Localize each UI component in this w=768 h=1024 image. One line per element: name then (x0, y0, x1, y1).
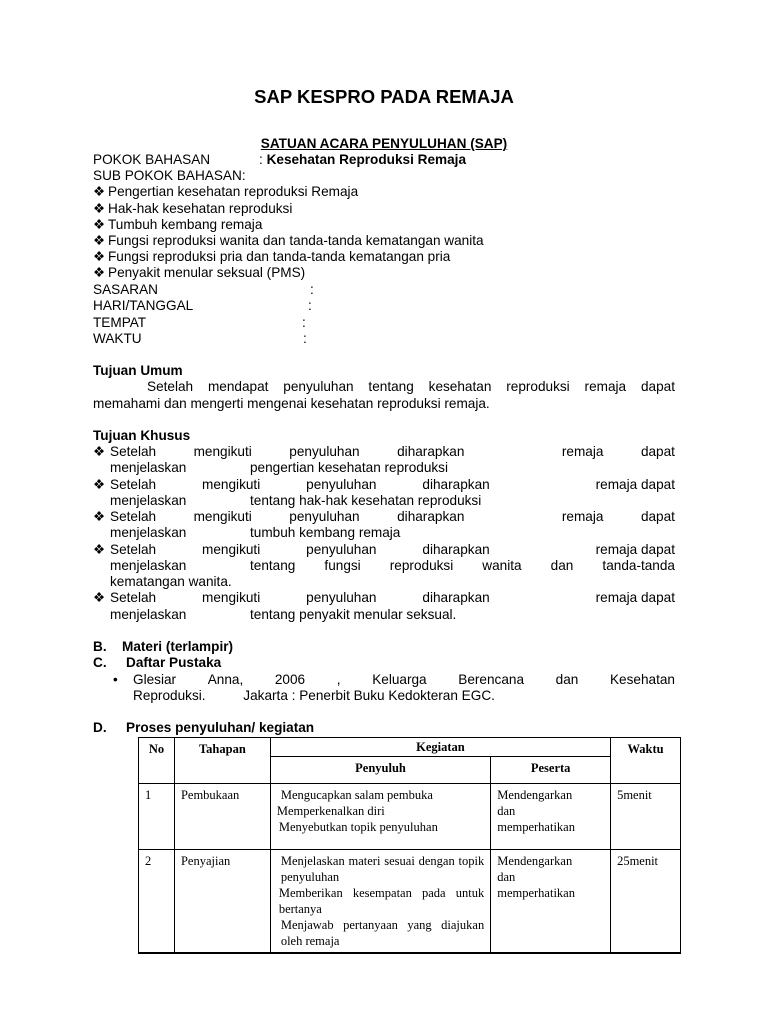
sub-pokok-item: ❖ Penyakit menular seksual (PMS) (93, 265, 306, 280)
header-penyuluh: Penyuluh (270, 757, 490, 784)
tujuan-umum-line1: Setelah mendapat penyuluhan tentang kesehatan reproduksi remaja dapat (147, 379, 675, 394)
diamond-bullet-icon: ❖ (93, 444, 106, 459)
tujuan-khusus-item-4: Setelah mengikuti penyuluhan diharapkan remaja dapat (110, 542, 675, 557)
sub-pokok-label: SUB POKOK BAHASAN: (93, 168, 246, 183)
diamond-bullet-icon: ❖ (93, 477, 106, 492)
kegiatan-table (138, 737, 681, 954)
tujuan-khusus-item-4-cont: kematangan wanita. (110, 574, 232, 589)
document-title: SAP KESPRO PADA REMAJA (254, 86, 514, 107)
menjelaskan-word: menjelaskan (110, 607, 187, 622)
materi-heading: Materi (terlampir) (122, 639, 234, 654)
tujuan-khusus-item-2: Setelah mengikuti penyuluhan diharapkan remaja dapat (110, 477, 675, 492)
field-colon: : (308, 298, 312, 313)
diamond-bullet-icon: ❖ (93, 217, 106, 232)
menjelaskan-word: menjelaskan (110, 558, 187, 573)
cell-waktu: 25menit (611, 850, 681, 954)
table-row (139, 784, 681, 850)
header-no: No (139, 738, 175, 784)
diamond-bullet-icon: ❖ (93, 233, 106, 248)
proses-letter: D. (93, 720, 107, 735)
table-row (139, 850, 681, 954)
cell-waktu: 5menit (611, 784, 681, 850)
tujuan-khusus-item-5: Setelah mengikuti penyuluhan diharapkan remaja dapat (110, 590, 675, 605)
diamond-bullet-icon: ❖ (93, 249, 106, 264)
pustaka-letter: C. (93, 655, 107, 670)
sap-heading: SATUAN ACARA PENYULUHAN (SAP) (260, 136, 508, 151)
diamond-bullet-icon: ❖ (93, 201, 106, 216)
tujuan-khusus-item-5-text: tentang penyakit menular seksual. (250, 607, 457, 622)
sub-pokok-item: ❖ Tumbuh kembang remaja (93, 217, 263, 232)
diamond-bullet-icon: ❖ (93, 590, 106, 605)
tujuan-umum-line2: memahami dan mengerti mengenai kesehatan reproduksi remaja. (93, 396, 490, 411)
cell-penyuluh: Mengucapkan salam pembuka Memperkenalkan diri Menyebutkan topik penyuluhan (270, 784, 490, 850)
tujuan-khusus-item-2-text: tentang hak-hak kesehatan reproduksi (250, 493, 482, 508)
sub-pokok-item: ❖ Pengertian kesehatan reproduksi Remaja (93, 184, 359, 199)
pokok-bahasan-text: Kesehatan Reproduksi Remaja (266, 152, 467, 167)
field-tempat: TEMPAT (93, 315, 147, 330)
header-tahapan: Tahapan (174, 738, 270, 784)
menjelaskan-word: menjelaskan (110, 460, 187, 475)
reference-line-1: Glesiar Anna, 2006 , Keluarga Berencana dan Kesehatan (133, 672, 675, 687)
pustaka-heading: Daftar Pustaka (126, 655, 222, 670)
table-header-row (139, 738, 681, 757)
pokok-bahasan-value: : Kesehatan Reproduksi Remaja (259, 152, 467, 167)
cell-no: 1 (139, 784, 175, 850)
field-sasaran: SASARAN (93, 282, 158, 297)
tujuan-khusus-item-4-text: tentang fungsi reproduksi wanita dan tanda-tanda (250, 558, 675, 573)
materi-letter: B. (93, 639, 107, 654)
sub-pokok-item: ❖ Fungsi reproduksi pria dan tanda-tanda kematangan pria (93, 249, 451, 264)
header-kegiatan: Kegiatan (270, 738, 610, 757)
pokok-bahasan-label: POKOK BAHASAN (93, 152, 211, 167)
bullet-dot-icon: • (113, 672, 118, 687)
diamond-bullet-icon: ❖ (93, 542, 106, 557)
field-hari-tanggal: HARI/TANGGAL (93, 298, 194, 313)
header-waktu: Waktu (611, 738, 681, 784)
field-colon: : (310, 282, 314, 297)
cell-tahapan: Pembukaan (174, 784, 270, 850)
reference-line-2: Reproduksi. Jakarta : Penerbit Buku Kedokteran EGC. (133, 688, 495, 703)
diamond-bullet-icon: ❖ (93, 265, 106, 280)
tujuan-umum-heading: Tujuan Umum (93, 363, 183, 378)
diamond-bullet-icon: ❖ (93, 184, 106, 199)
field-colon: : (302, 315, 306, 330)
cell-penyuluh: Menjelaskan materi sesuai dengan topik penyuluhan Memberikan kesempatan pada untuk bertanya Menjawab pertanyaan yang diajukan oleh remaja (270, 850, 490, 954)
field-waktu: WAKTU (93, 331, 142, 346)
sub-pokok-item: ❖ Hak-hak kesehatan reproduksi (93, 201, 293, 216)
cell-peserta: Mendengarkan dan memperhatikan (491, 784, 611, 850)
tujuan-khusus-heading: Tujuan Khusus (93, 428, 191, 443)
menjelaskan-word: menjelaskan (110, 525, 187, 540)
tujuan-khusus-item-1-text: pengertian kesehatan reproduksi (250, 460, 448, 475)
cell-tahapan: Penyajian (174, 850, 270, 954)
diamond-bullet-icon: ❖ (93, 509, 106, 524)
sub-pokok-item: ❖ Fungsi reproduksi wanita dan tanda-tanda kematangan wanita (93, 233, 484, 248)
header-peserta: Peserta (491, 757, 611, 784)
cell-peserta: Mendengarkan dan memperhatikan (491, 850, 611, 954)
tujuan-khusus-item-3-text: tumbuh kembang remaja (250, 525, 401, 540)
cell-no: 2 (139, 850, 175, 954)
proses-heading: Proses penyuluhan/ kegiatan (126, 720, 315, 735)
tujuan-khusus-item-3: Setelah mengikuti penyuluhan diharapkan remaja dapat (110, 509, 675, 524)
field-colon: : (303, 331, 307, 346)
tujuan-khusus-item-1: Setelah mengikuti penyuluhan diharapkan remaja dapat (110, 444, 675, 459)
menjelaskan-word: menjelaskan (110, 493, 187, 508)
